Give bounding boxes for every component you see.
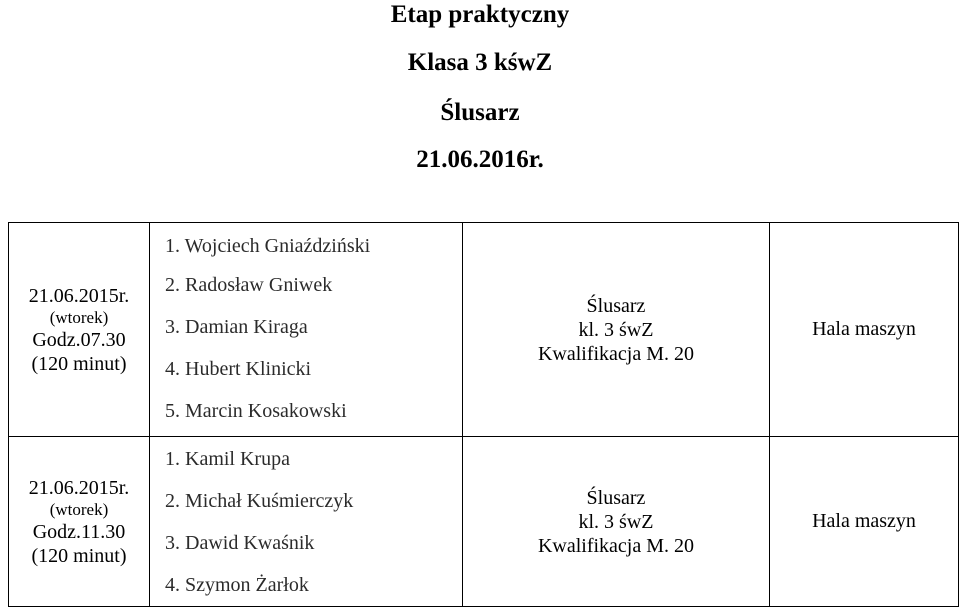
qualification-cell [463,223,770,437]
exam-weekday: (wtorek) [49,499,109,519]
student-name: 2. Radosław Gniwek [165,273,333,296]
page-title: Etap praktyczny [390,1,570,28]
students-cell [150,437,463,607]
student-name: 2. Michał Kuśmierczyk [165,489,354,512]
exam-weekday: (wtorek) [49,307,109,327]
class-heading: Klasa 3 kśwZ [407,49,553,76]
student-name: 1. Kamil Krupa [165,447,290,470]
student-name: 4. Hubert Klinicki [165,357,312,380]
exam-time: Godz.07.30 [32,328,126,351]
student-name: 1. Wojciech Gniaździński [165,234,371,257]
date-cell [9,223,150,437]
exam-schedule-table [8,222,959,607]
exam-duration: (120 minut) [31,352,127,375]
exam-date: 21.06.2015r. [28,476,130,499]
table-row [9,223,959,437]
student-name: 5. Marcin Kosakowski [165,399,347,422]
qualification-label: Kwalifikacja M. 20 [537,342,695,365]
profession-heading: Ślusarz [440,99,520,126]
student-name: 4. Szymon Żarłok [165,573,309,596]
qualification-cell [463,437,770,607]
qualification-label: Kwalifikacja M. 20 [537,534,695,557]
profession-label: Ślusarz [586,294,646,317]
date-cell [9,437,150,607]
student-name: 3. Damian Kiraga [165,315,308,338]
students-cell [150,223,463,437]
student-name: 3. Dawid Kwaśnik [165,531,315,554]
location-cell: Hala maszyn [770,437,959,607]
exam-date-heading: 21.06.2016r. [416,146,544,173]
profession-label: Ślusarz [586,486,646,509]
class-label: kl. 3 śwZ [578,318,654,341]
table-row [9,437,959,607]
class-label: kl. 3 śwZ [578,510,654,533]
location-cell: Hala maszyn [770,223,959,437]
exam-duration: (120 minut) [31,544,127,567]
exam-date: 21.06.2015r. [28,284,130,307]
exam-time: Godz.11.30 [32,520,126,543]
